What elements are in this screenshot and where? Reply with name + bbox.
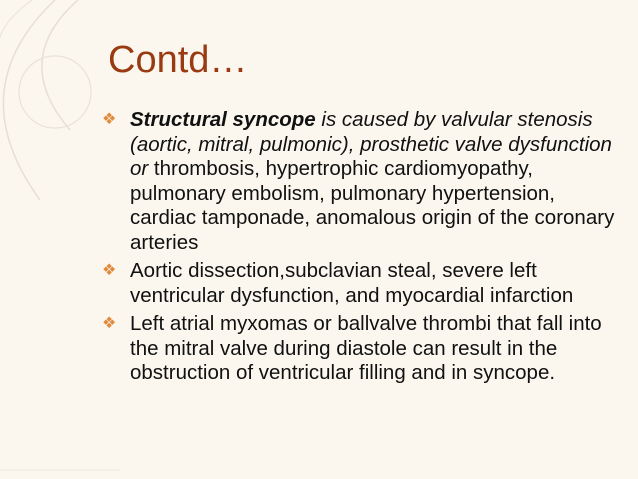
slide-title: Contd… xyxy=(108,39,248,81)
bullet-text: Aortic dissection,subclavian steal, severe left ventricular dysfunction, and myocardial infarction xyxy=(130,259,574,307)
bullet-text: thrombosis, hypertrophic cardiomyopathy, pulmonary embolism, pulmonary hypertension, cardiac tamponade, anomalous origin of the coronary arteries xyxy=(130,157,615,254)
bullet-term: Structural syncope xyxy=(130,108,316,131)
list-item xyxy=(100,108,620,255)
diamond-bullet-icon: ❖ xyxy=(102,315,117,332)
bullet-text: Left atrial myxomas or ballvalve thrombi that fall into the mitral valve during diastole can result in the obstruction of ventricular filling and in syncope. xyxy=(130,312,602,384)
diamond-bullet-icon: ❖ xyxy=(102,111,117,128)
bullet-text-italic: is caused by valvular stenosis (aortic, mitral, pulmonic), prosthetic valve dysfunction or xyxy=(130,108,612,180)
list-item xyxy=(100,259,620,308)
diamond-bullet-icon: ❖ xyxy=(102,262,117,279)
bullet-list xyxy=(100,108,620,390)
list-item xyxy=(100,312,620,386)
